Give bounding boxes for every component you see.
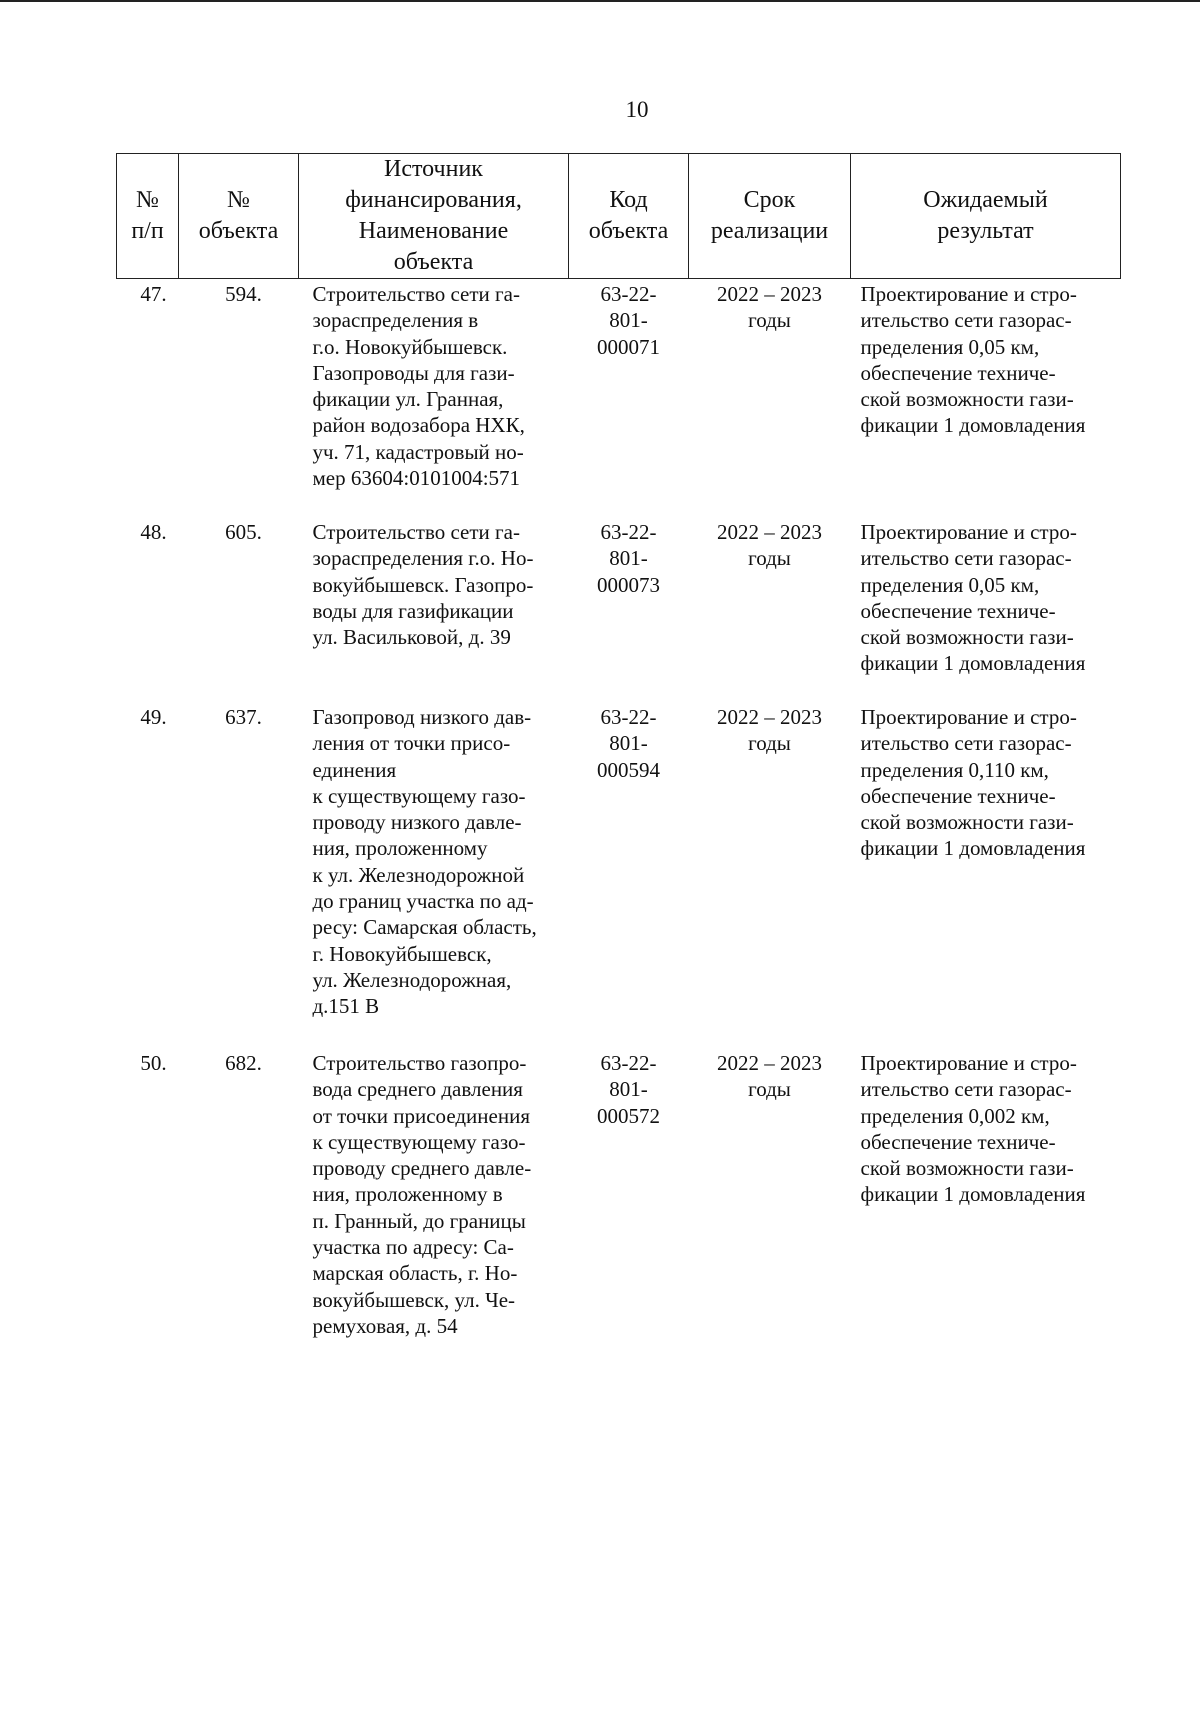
expected-result-cell: Проектирование и стро- ительство сети газорас- пределения 0,05 км, обеспечение техниче- ской возможности гази- фикации 1 домовладения <box>860 282 1086 438</box>
row-number-cell: 49. <box>140 705 167 729</box>
header-implementation-period-text: Срок реализации <box>710 187 829 244</box>
object-name-cell: Газопровод низкого дав- ления от точки присо- единения к существующему газо- проводу низкого давле- ния, проложенному к ул. Железнодорожной до границ участка по ад- ресу: Самарская область, г. Новокуйбышевск, ул. Железнодорожная, д.151 В <box>312 705 537 1019</box>
header-row <box>117 154 1121 279</box>
table-row <box>117 517 1121 702</box>
top-scan-rule <box>0 0 1200 2</box>
object-number-cell: 637. <box>225 705 262 729</box>
implementation-period-cell: 2022 – 2023 годы <box>717 282 822 333</box>
page-number: 10 <box>625 97 649 122</box>
object-name-cell: Строительство сети га- зораспределения в г.о. Новокуйбышевск. Газопроводы для гази- фикации ул. Гранная, район водозабора НХК, уч. 71, кадастровый но- мер 63604:0101004:571 <box>312 282 525 491</box>
gasification-objects-table <box>116 153 1121 1340</box>
header-row-number <box>117 154 179 279</box>
header-funding-source-name <box>299 154 569 279</box>
table-body <box>117 279 1121 1341</box>
object-code-cell: 63-22- 801- 000071 <box>597 282 660 359</box>
implementation-period-cell: 2022 – 2023 годы <box>717 705 822 756</box>
header-object-number-text: № объекта <box>198 187 279 244</box>
expected-result-cell: Проектирование и стро- ительство сети газорас- пределения 0,110 км, обеспечение техниче- ской возможности гази- фикации 1 домовладения <box>860 705 1086 861</box>
row-number-cell: 47. <box>140 282 167 306</box>
header-object-code-text: Код объекта <box>588 187 669 244</box>
row-number-cell: 48. <box>140 520 167 544</box>
header-row-number-text: № п/п <box>131 187 164 244</box>
object-number-cell: 682. <box>225 1051 262 1075</box>
header-expected-result-text: Ожидаемый результат <box>923 187 1048 244</box>
row-number-cell: 50. <box>140 1051 167 1075</box>
object-code-cell: 63-22- 801- 000073 <box>597 520 660 597</box>
table-row <box>117 279 1121 518</box>
header-funding-source-name-text: Источник финансирования, Наименование объекта <box>345 156 522 275</box>
table-header <box>117 154 1121 279</box>
object-code-cell: 63-22- 801- 000572 <box>597 1051 660 1128</box>
object-code-cell: 63-22- 801- 000594 <box>597 705 660 782</box>
object-number-cell: 605. <box>225 520 262 544</box>
gasification-table-container <box>116 153 1120 1340</box>
object-number-cell: 594. <box>225 282 262 306</box>
table-row <box>117 702 1121 1048</box>
header-object-number <box>179 154 299 279</box>
table-row <box>117 1048 1121 1340</box>
header-object-code <box>569 154 689 279</box>
implementation-period-cell: 2022 – 2023 годы <box>717 520 822 571</box>
header-expected-result <box>851 154 1121 279</box>
object-name-cell: Строительство газопро- вода среднего давления от точки присоединения к существующему газо- проводу среднего давле- ния, проложенному в п. Гранный, до границы участка по адресу: Са- марская область, г. Но- вокуйбышевск, ул. Че- ремуховая, д. 54 <box>312 1051 532 1338</box>
implementation-period-cell: 2022 – 2023 годы <box>717 1051 822 1102</box>
expected-result-cell: Проектирование и стро- ительство сети газорас- пределения 0,002 км, обеспечение техниче- ской возможности гази- фикации 1 домовладения <box>860 1051 1086 1207</box>
expected-result-cell: Проектирование и стро- ительство сети газорас- пределения 0,05 км, обеспечение техниче- ской возможности гази- фикации 1 домовладения <box>860 520 1086 676</box>
header-implementation-period <box>689 154 851 279</box>
object-name-cell: Строительство сети га- зораспределения г.о. Но- вокуйбышевск. Газопро- воды для газификации ул. Васильковой, д. 39 <box>312 520 534 650</box>
